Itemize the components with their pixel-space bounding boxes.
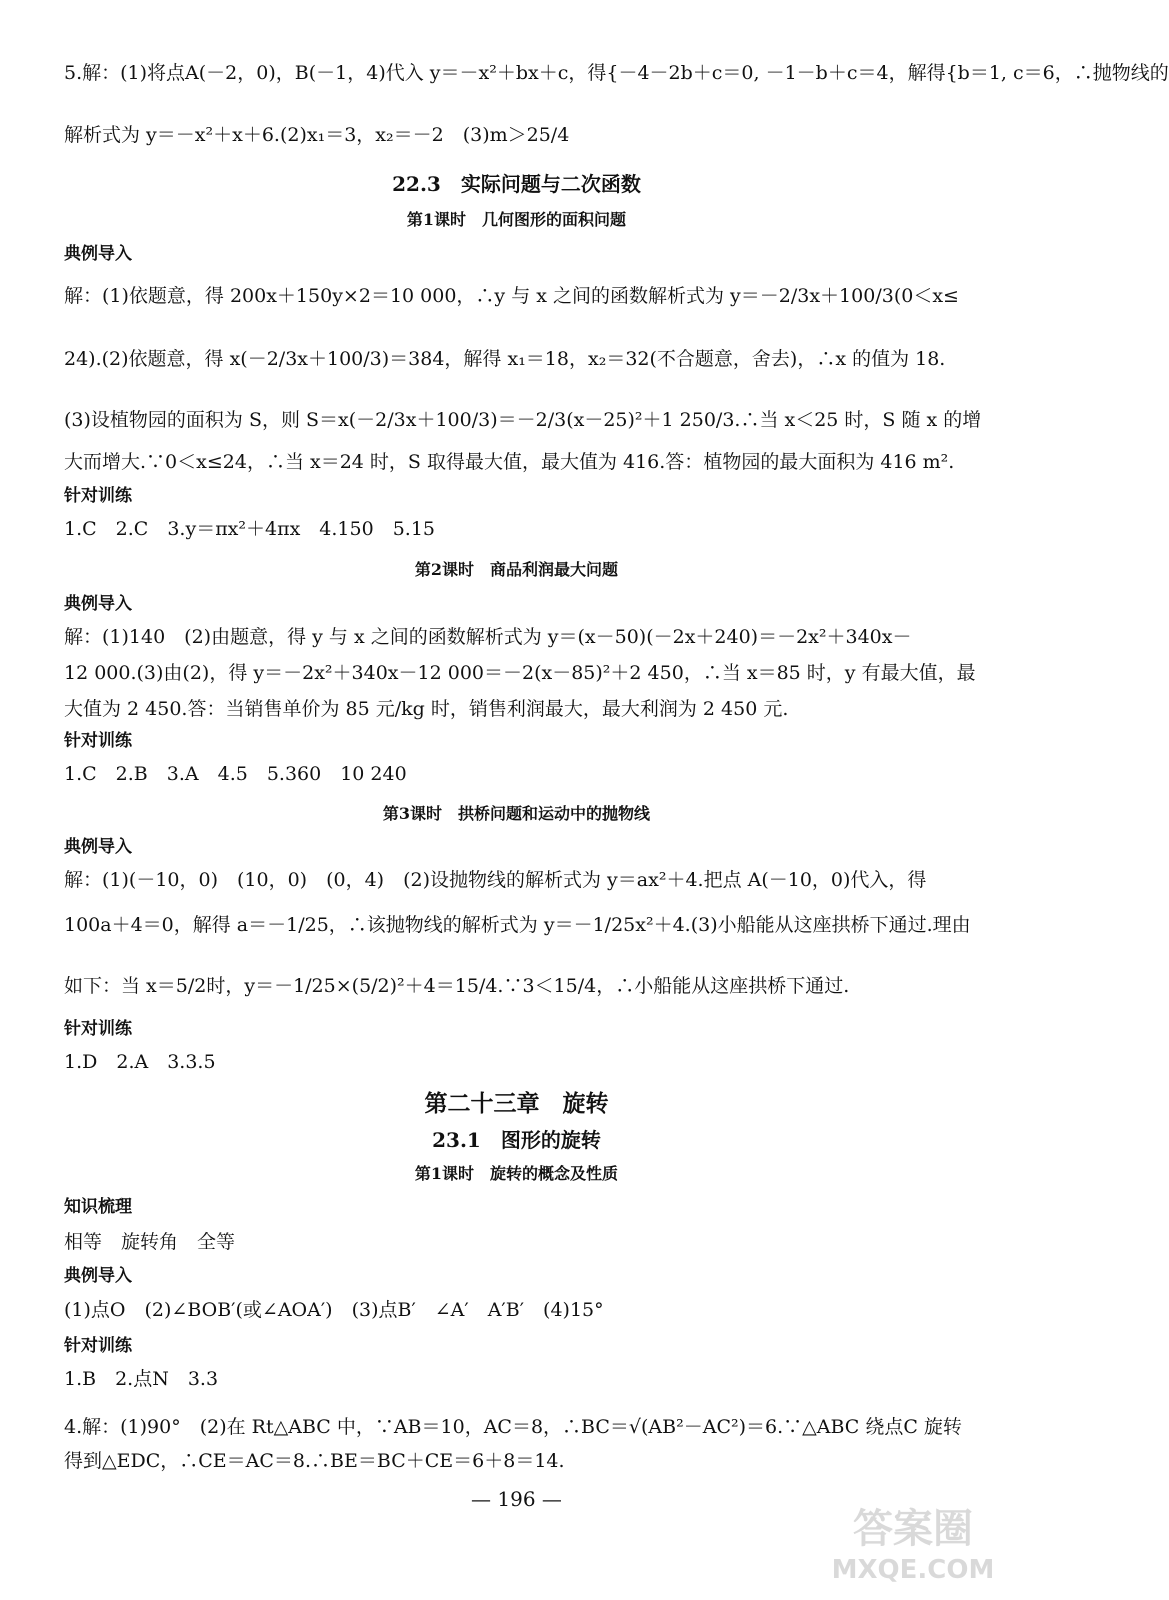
subheading-practice: 针对训练	[64, 1336, 132, 1356]
solution-line: 解：(1)依题意，得 200x＋150y×2＝10 000，∴y 与 x 之间的函数解析式为 y＝－2/3x＋100/3(0＜x≤	[64, 285, 959, 307]
solution-line: 12 000.(3)由(2)，得 y＝－2x²＋340x－12 000＝－2(x－85)²＋2 450，∴当 x＝85 时，y 有最大值，最	[64, 662, 976, 684]
subheading-example: 典例导入	[64, 594, 132, 614]
subheading-practice: 针对训练	[64, 731, 132, 751]
lesson-title-rotation: 第1课时 旋转的概念及性质	[414, 1164, 619, 1183]
section-title-22-3: 22.3 实际问题与二次函数	[392, 172, 641, 196]
solution-line: 如下：当 x＝5/2时，y＝－1/25×(5/2)²＋4＝15/4.∵3＜15/4，∴小船能从这座拱桥下通过.	[64, 975, 850, 997]
knowledge-answers: 相等 旋转角 全等	[64, 1231, 236, 1253]
page-number: — 196 —	[471, 1487, 562, 1511]
subheading-example: 典例导入	[64, 1266, 132, 1286]
lesson-title-3: 第3课时 拱桥问题和运动中的抛物线	[382, 804, 651, 823]
solution-line: (3)设植物园的面积为 S，则 S＝x(－2/3x＋100/3)＝－2/3(x－25)²＋1 250/3.∴当 x＜25 时，S 随 x 的增	[64, 409, 982, 431]
subheading-knowledge: 知识梳理	[64, 1197, 132, 1217]
solution-line: 24).(2)依题意，得 x(－2/3x＋100/3)＝384，解得 x₁＝18，x₂＝32(不合题意，舍去)，∴x 的值为 18.	[64, 348, 946, 370]
solution-line: 4.解：(1)90° (2)在 Rt△ABC 中，∵AB＝10，AC＝8，∴BC＝√(AB²－AC²)＝6.∵△ABC 绕点C 旋转	[64, 1416, 962, 1438]
example-answers: (1)点O (2)∠BOB′(或∠AOA′) (3)点B′ ∠A′ A′B′ (4)15°	[64, 1299, 604, 1321]
answer-line-5-part1: 5.解：(1)将点A(－2，0)，B(－1，4)代入 y＝－x²＋bx＋c，得{－4－2b＋c＝0, －1－b＋c＝4，解得{b＝1, c＝6，∴抛物线的	[64, 62, 1169, 84]
answer-line-5-part2: 解析式为 y＝－x²＋x＋6.(2)x₁＝3，x₂＝－2 (3)m＞25/4	[64, 124, 570, 146]
subheading-practice: 针对训练	[64, 486, 132, 506]
practice-answers: 1.B 2.点N 3.3	[64, 1368, 219, 1390]
subheading-example: 典例导入	[64, 244, 132, 264]
practice-answers: 1.C 2.B 3.A 4.5 5.360 10 240	[64, 763, 407, 785]
watermark-logo	[813, 1490, 1013, 1590]
solution-line: 大而增大.∵0＜x≤24，∴当 x＝24 时，S 取得最大值，最大值为 416.答：植物园的最大面积为 416 m².	[64, 451, 955, 473]
solution-line: 大值为 2 450.答：当销售单价为 85 元/kg 时，销售利润最大，最大利润为 2 450 元.	[64, 698, 789, 720]
watermark-url: MXQE.COM	[831, 1555, 995, 1585]
subheading-practice: 针对训练	[64, 1019, 132, 1039]
solution-line: 解：(1)(－10，0) (10，0) (0，4) (2)设抛物线的解析式为 y＝ax²＋4.把点 A(－10，0)代入，得	[64, 869, 927, 891]
subheading-example: 典例导入	[64, 837, 132, 857]
practice-answers: 1.C 2.C 3.y＝πx²＋4πx 4.150 5.15	[64, 518, 436, 540]
lesson-title-2: 第2课时 商品利润最大问题	[414, 560, 619, 579]
solution-line: 100a＋4＝0，解得 a＝－1/25，∴该抛物线的解析式为 y＝－1/25x²＋4.(3)小船能从这座拱桥下通过.理由	[64, 914, 971, 936]
section-title-23-1: 23.1 图形的旋转	[432, 1128, 601, 1152]
solution-line: 解：(1)140 (2)由题意，得 y 与 x 之间的函数解析式为 y＝(x－50)(－2x＋240)＝－2x²＋340x－	[64, 626, 912, 648]
practice-answers: 1.D 2.A 3.3.5	[64, 1051, 216, 1073]
chapter-title: 第二十三章 旋转	[424, 1090, 609, 1117]
lesson-title-1: 第1课时 几何图形的面积问题	[406, 210, 627, 229]
watermark-text: 答案圈	[853, 1506, 973, 1552]
solution-line: 得到△EDC，∴CE＝AC＝8.∴BE＝BC＋CE＝6＋8＝14.	[64, 1450, 565, 1472]
